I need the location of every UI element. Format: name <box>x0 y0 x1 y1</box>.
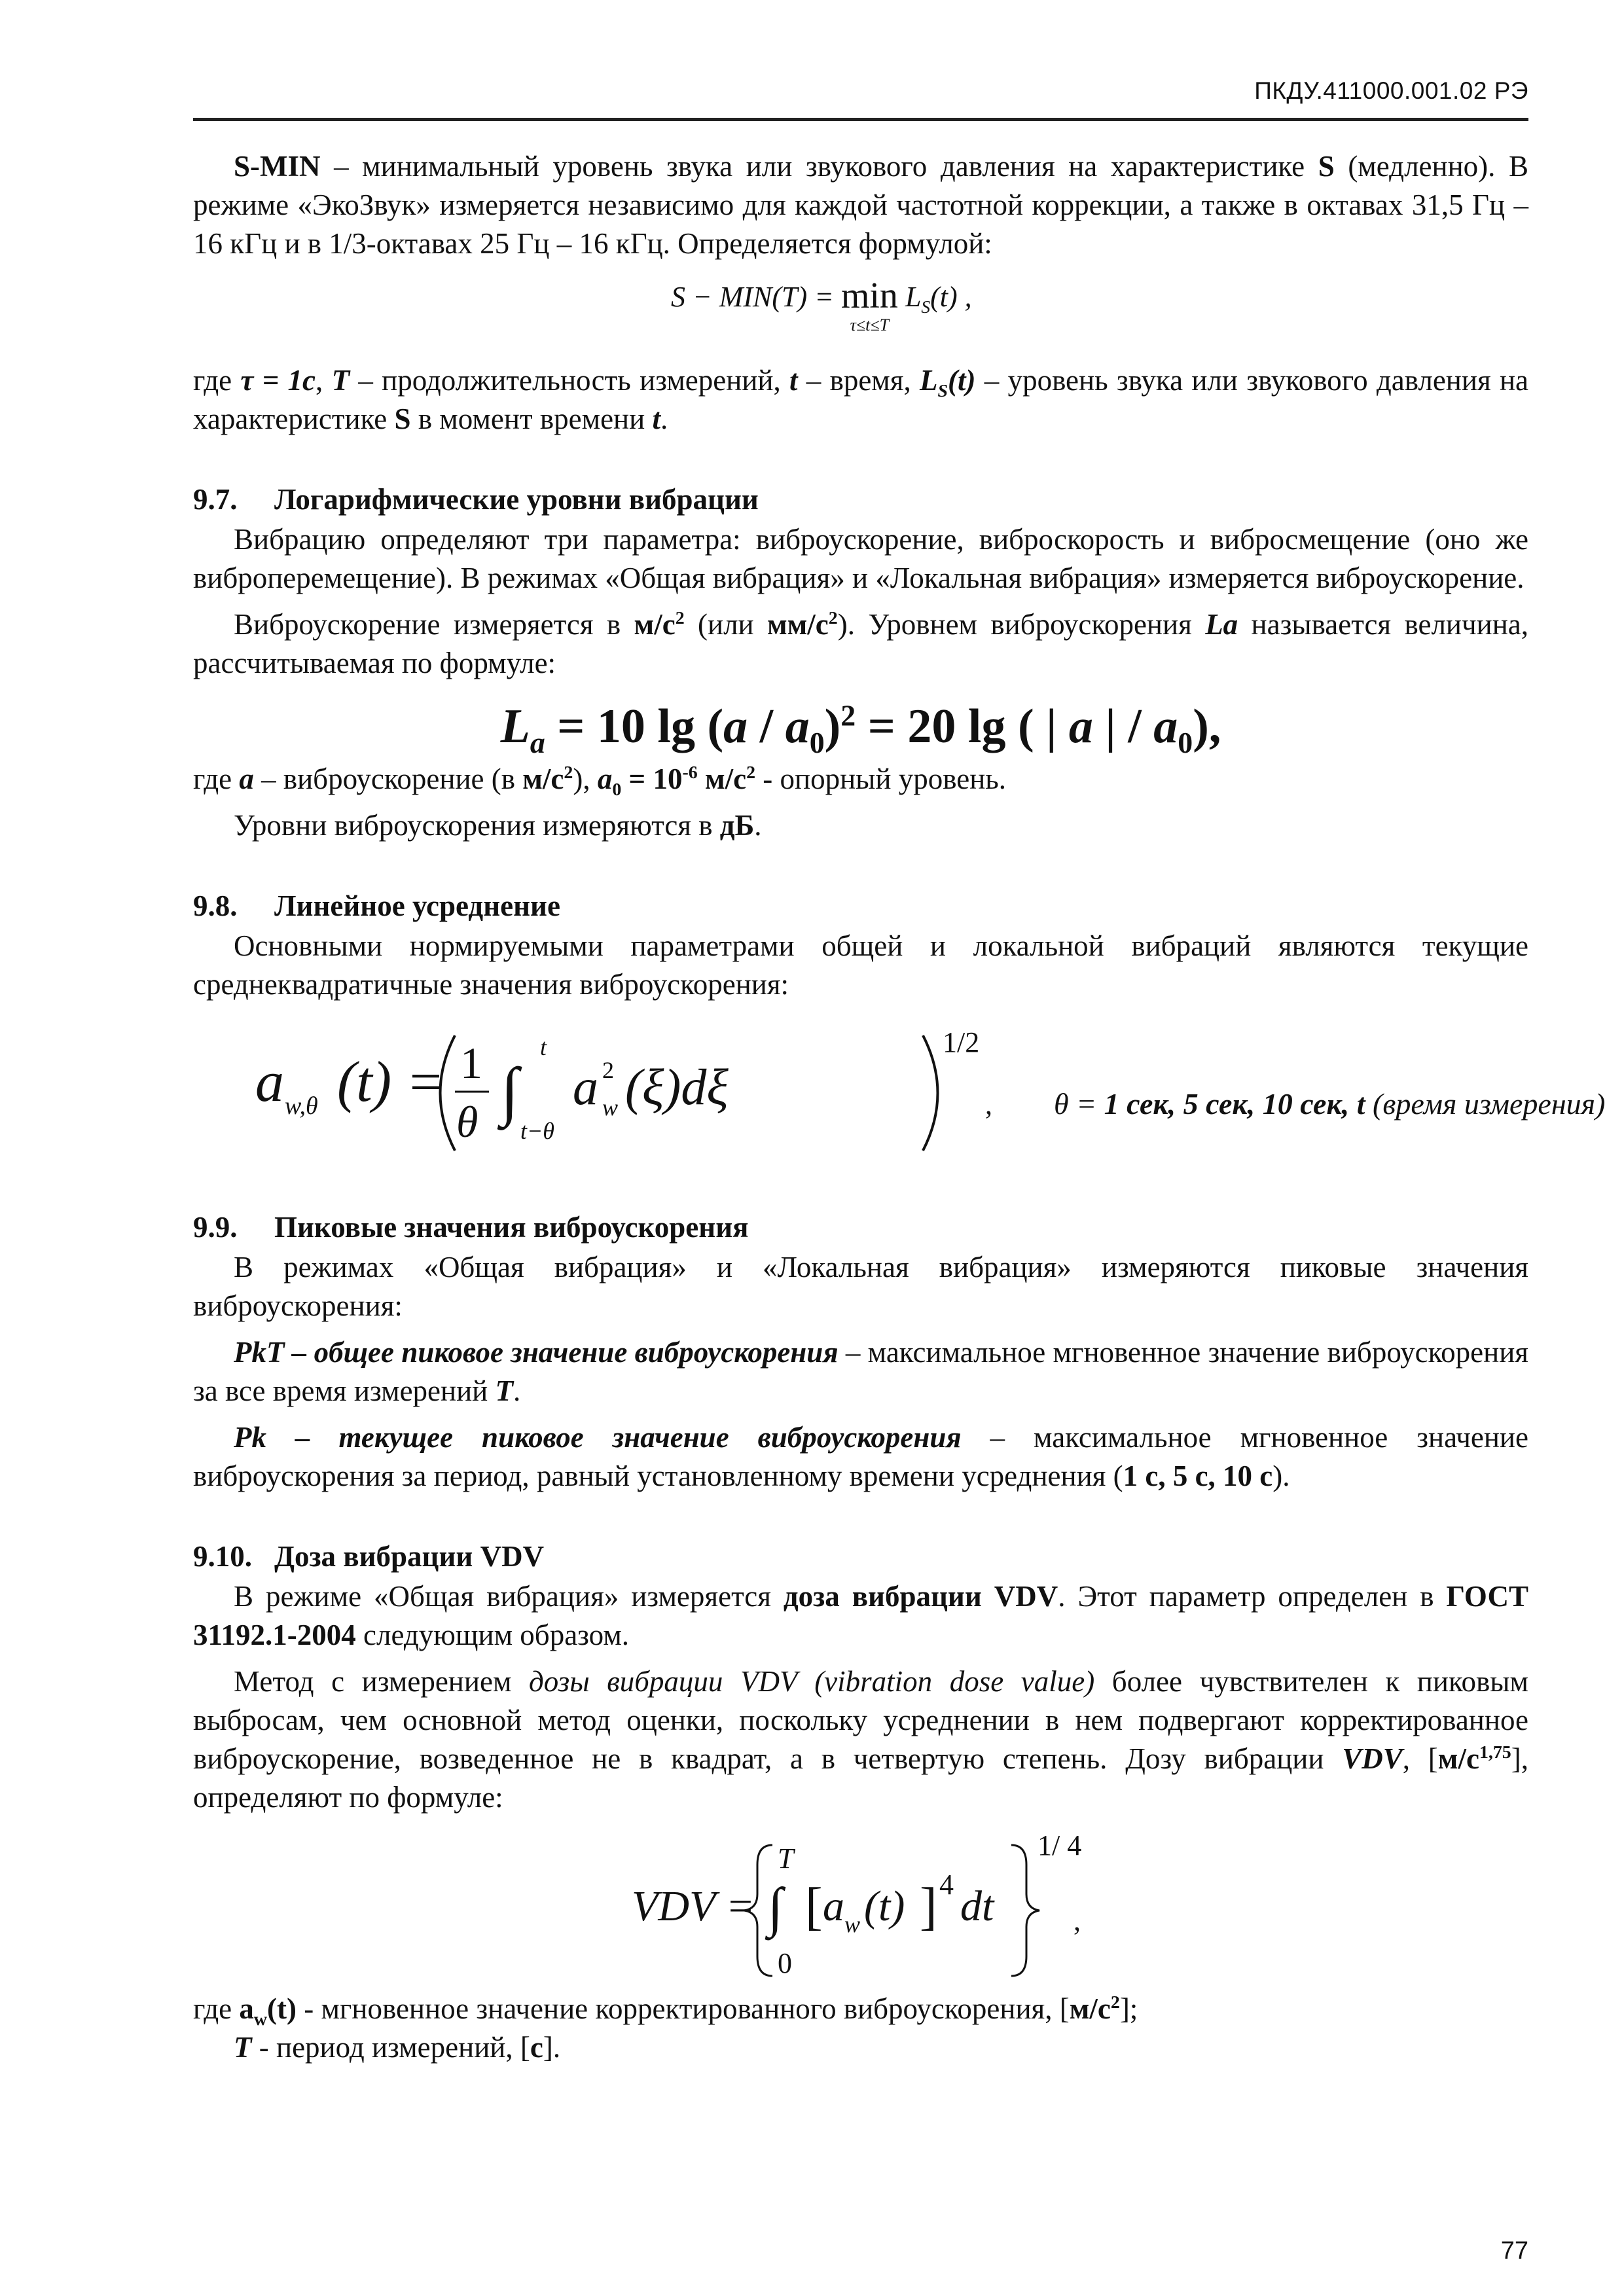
where-t: t <box>789 364 798 397</box>
vdv-lower: 0 <box>778 1947 792 1979</box>
section-number: 9.9. <box>193 1211 238 1244</box>
pk-term: Pk – текущее пиковое значение виброускорения <box>234 1421 962 1454</box>
vdv-power: 1/ 4 <box>1038 1829 1082 1861</box>
w2-unit: с <box>530 2031 543 2064</box>
vdv-pow: 4 <box>939 1869 954 1901</box>
p1e: следующим образом. <box>355 1619 630 1651</box>
sec910-paragraph-1 <box>193 1577 1528 1655</box>
vdv-comma: , <box>1074 1905 1081 1937</box>
aw-lhs-sub: w,θ <box>285 1092 318 1120</box>
eq-a0: a <box>785 700 810 753</box>
aw-power: 1/2 <box>943 1026 980 1058</box>
where-ls-arg: (t) <box>948 364 976 397</box>
p3-db: дБ <box>719 809 755 842</box>
smin-formula <box>193 278 1528 350</box>
smin-formula-lhs: S − MIN(T) = <box>671 281 841 313</box>
w-c: ), <box>573 762 598 795</box>
section-heading-9-8 <box>193 887 1528 925</box>
pkt-paragraph <box>193 1333 1528 1410</box>
p1c: . Этот параметр определен в <box>1058 1580 1447 1613</box>
integrand-sub: w <box>602 1094 619 1121</box>
p2c: более чувствителен к пиковым выбросам, чем основной метод оценки, поскольку усреднении в нем подвергают корректированное виброускорение, возведенное не в квадрат, а в четвертую степень. Дозу вибрации <box>193 1665 1528 1775</box>
pkt-T: T <box>495 1374 514 1407</box>
integral-sign: ∫ <box>501 1054 519 1127</box>
eq-end: ), <box>1193 700 1221 753</box>
w1-t: (t) <box>267 1992 297 2025</box>
section-heading-9-9 <box>193 1208 1528 1247</box>
p2b: дозы вибрации VDV (vibration dose value) <box>528 1665 1095 1698</box>
smin-s: S <box>1318 150 1335 183</box>
eq-a02: a <box>1153 700 1178 753</box>
p2a: Виброускорение измеряется в <box>234 608 634 641</box>
vdv-integral: ∫ <box>768 1877 784 1938</box>
smin-ls: L <box>905 281 922 313</box>
min-sub: τ≤t≤T <box>850 315 890 334</box>
section-number: 9.8. <box>193 889 238 922</box>
p2e: ], определяют по формуле: <box>193 1742 1528 1814</box>
page-header <box>193 77 1528 121</box>
where-text-1: – продолжительность измерений, <box>350 364 790 397</box>
where-ls-sub: S <box>937 381 948 401</box>
where-ls: L <box>920 364 938 397</box>
where-tau: τ = 1с <box>240 364 316 397</box>
where-T: T <box>331 364 350 397</box>
eq-mid3: = 20 lg ( | <box>856 700 1069 753</box>
eq-02: 0 <box>1178 725 1193 759</box>
vdv-rbracket: ] <box>920 1878 937 1935</box>
where-end: . <box>660 403 668 435</box>
vdv-dt: dt <box>960 1882 994 1930</box>
right-paren <box>923 1035 938 1151</box>
smin-ls-arg: (t) , <box>930 281 972 313</box>
w-a0: a <box>597 762 613 795</box>
vdv-formula <box>193 1829 1528 1986</box>
p2d: называется величина, рассчитываемая по формуле: <box>193 608 1529 679</box>
w1a: где <box>193 1992 240 2025</box>
w-f: - опорный уровень. <box>755 762 1007 795</box>
eq-mid4: | / <box>1092 700 1154 753</box>
p2a: Метод с измерением <box>234 1665 529 1698</box>
w1b: - мгновенное значение корректированного виброускорения, [ <box>296 1992 1070 2025</box>
pk-end: ). <box>1272 1460 1290 1492</box>
w2-text: - период измерений, [ <box>251 2031 530 2064</box>
where-s: S <box>394 403 411 435</box>
section-heading-9-10 <box>193 1537 1528 1576</box>
where-t-2: t <box>652 403 660 435</box>
sec99-paragraph-1: В режимах «Общая вибрация» и «Локальная вибрация» измеряются пиковые значения виброускорения: <box>193 1251 1528 1322</box>
note-values: 1 сек, 5 сек, 10 сек, t <box>1104 1087 1365 1121</box>
p3a: Уровни виброускорения измеряются в <box>234 809 720 842</box>
p2-exp: 1,75 <box>1479 1742 1511 1763</box>
sec97-paragraph-2: Виброускорение измеряется в $м/с^2$ (или $мм/с^2$). Уровнем виброускорения La называется величина, рассчитываемая по формуле: <box>193 608 1529 679</box>
right-brace <box>1011 1845 1039 1976</box>
p2-vdv: VDV <box>1342 1742 1403 1775</box>
eq-0: 0 <box>809 725 825 759</box>
sec910-paragraph-2 <box>193 1662 1528 1817</box>
vdv-formula-svg <box>193 1829 1528 1986</box>
sec97-paragraph-3 <box>193 806 1528 845</box>
w-a: где <box>193 762 240 795</box>
w-avar: a <box>239 762 254 795</box>
fraction-theta: θ <box>456 1097 478 1147</box>
where-text-2: – время, <box>797 364 920 397</box>
pk-text: – максимальное мгновенное значение виброускорения за период, равный установленному времени усреднения ( <box>193 1421 1528 1492</box>
aw-formula <box>193 1016 1606 1166</box>
smin-ls-sub: S <box>921 296 931 317</box>
integrand-sup: 2 <box>602 1057 614 1083</box>
eq-L: L <box>500 700 530 753</box>
p2d: , [ <box>1402 1742 1438 1775</box>
section-title: Доза вибрации VDV <box>274 1540 545 1573</box>
sec97-paragraph-1: Вибрацию определяют три параметра: виброускорение, виброскорость и вибросмещение (оно же виброперемещение). В режимах «Общая вибрация» и «Локальная вибрация» измеряется виброускорение. <box>193 523 1528 594</box>
note-tail: (время измерения) <box>1365 1087 1606 1121</box>
w1-unit: м/с <box>1069 1992 1111 2025</box>
section-title: Пиковые значения виброускорения <box>274 1211 749 1244</box>
la-term: La <box>1205 608 1238 641</box>
aw-lhs-a: a <box>255 1050 284 1114</box>
vdv-lbracket: [ <box>805 1878 823 1935</box>
smin-text-1: – минимальный уровень звука или звукового давления на характеристике <box>320 150 1318 183</box>
sec98-paragraph-1: Основными нормируемыми параметрами общей и локальной вибраций являются текущие среднеквадратичные значения виброускорения: <box>193 929 1528 1001</box>
document-code: ПКДУ.411000.001.02 РЭ <box>1254 77 1528 104</box>
w-d: = 10 <box>621 762 683 795</box>
pk-values: 1 с, 5 с, 10 с <box>1123 1460 1273 1492</box>
section-heading-9-7 <box>193 480 1528 519</box>
w-a0sub: 0 <box>612 780 622 800</box>
eq-a2: a <box>1068 700 1093 753</box>
w-e: м/с <box>697 762 747 795</box>
w1-end: ]; <box>1119 1992 1138 2025</box>
min-op: min <box>840 276 898 316</box>
integrand-arg: (ξ)dξ <box>625 1058 729 1115</box>
vdv-t: (t) <box>864 1882 905 1930</box>
smin-text-2: (медленно). В режиме «ЭкоЗвук» измеряется независимо для каждой частотной коррекции, а также в октавах 31,5 Гц – 16 кГц и в 1/3-октавах 25 Гц – 16 кГц. Определяется формулой: <box>193 150 1528 260</box>
fraction-one: 1 <box>460 1038 482 1088</box>
la-formula <box>193 697 1528 759</box>
eq-mid2: ) <box>824 700 841 753</box>
vdv-lhs: VDV = <box>632 1882 755 1930</box>
aw-formula-svg <box>193 1016 1606 1166</box>
smin-term: S-MIN <box>234 150 321 183</box>
p3-end: . <box>754 809 762 842</box>
smin-where: где τ = 1с, T – продолжительность измерений, t – время, $L_S(t)$ – уровень звука или звукового давления на характеристике S в момент времени t. <box>193 364 1528 435</box>
w-unit: м/с <box>522 762 564 795</box>
eq-slash: / <box>748 700 785 753</box>
unit1: м/с <box>634 608 676 641</box>
eq-mid1: = 10 lg ( <box>545 700 724 753</box>
where-prefix: где <box>193 364 241 397</box>
eq-a: a <box>723 700 748 753</box>
w2-end: ]. <box>543 2031 561 2064</box>
page-number: 77 <box>1500 2237 1528 2265</box>
p2c: ). Уровнем виброускорения <box>837 608 1206 641</box>
p1a: В режиме «Общая вибрация» измеряется <box>234 1580 784 1613</box>
eq-sq: 2 <box>840 698 856 732</box>
pk-paragraph <box>193 1418 1528 1496</box>
sec97-where: где a – виброускорение (в $м/с^2$), $a_0 = 10^{-6}$ $м/с^2$ - опорный уровень. <box>193 762 1007 800</box>
aw-note <box>1054 1087 1605 1121</box>
pkt-end: . <box>513 1374 521 1407</box>
vdv-a-sub: w <box>844 1911 861 1937</box>
unit2: мм/с <box>767 608 829 641</box>
integral-upper: t <box>540 1034 547 1060</box>
w1-aw: a <box>239 1992 254 2025</box>
aw-lhs-t: (t) = <box>337 1050 445 1114</box>
where-text-4: в момент времени <box>410 403 653 435</box>
vdv-where-1: где $a_w(t)$ - мгновенное значение корректированного виброускорения, $[м/с^2]$; <box>193 1992 1138 2030</box>
p1d: ГОСТ 31192.1-2004 <box>193 1580 1528 1651</box>
section-number: 9.10. <box>193 1540 252 1573</box>
section-title: Логарифмические уровни вибрации <box>274 483 759 516</box>
p2-unit: м/с <box>1437 1742 1479 1775</box>
vdv-where-2 <box>193 2028 1528 2067</box>
eq-L-sub: a <box>530 725 545 759</box>
section-number: 9.7. <box>193 483 238 516</box>
note-theta: θ = <box>1054 1087 1104 1121</box>
p2b: (или <box>684 608 767 641</box>
integral-lower: t−θ <box>520 1118 554 1144</box>
where-text-3: – уровень звука или звукового давления на характеристике <box>193 364 1528 435</box>
integrand-a: a <box>573 1058 598 1115</box>
page-content <box>193 147 1606 2067</box>
pkt-term: PkT – общее пиковое значение виброускорения <box>234 1336 839 1369</box>
section-title: Линейное усреднение <box>274 889 560 922</box>
p1b: доза вибрации VDV <box>783 1580 1058 1613</box>
w-b: – виброускорение (в <box>253 762 523 795</box>
w1-aw-sub: w <box>253 2009 267 2030</box>
pkt-text: – максимальное мгновенное значение виброускорения за все время измерений <box>193 1336 1528 1407</box>
vdv-upper: T <box>778 1842 794 1874</box>
vdv-a: a <box>823 1882 844 1930</box>
w2-T: T <box>234 2031 252 2064</box>
w-exp: -6 <box>682 762 698 783</box>
min-operator <box>841 278 898 334</box>
aw-comma: , <box>985 1088 992 1121</box>
smin-paragraph <box>193 147 1528 263</box>
